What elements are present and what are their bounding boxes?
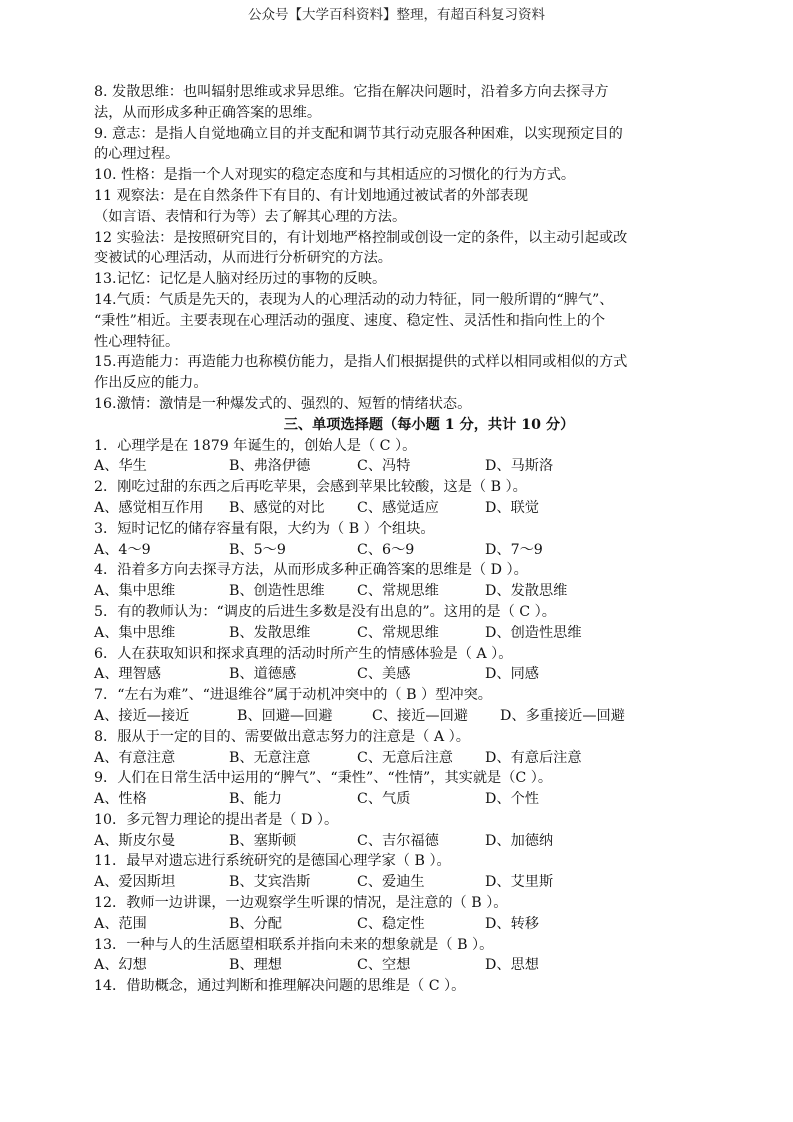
- definition-line: 性心理特征。: [94, 333, 180, 350]
- definition-line: 10. 性格：是指一个人对现实的稳定态度和与其相适应的习惯化的行为方式。: [94, 167, 576, 184]
- option-c: C、冯特: [357, 458, 411, 475]
- question-text: 1．心理学是在 1879 年诞生的，创始人是（ C ）。: [94, 437, 417, 454]
- option-a: A、斯皮尔曼: [94, 832, 176, 849]
- option-b: B、弗洛伊德: [229, 458, 311, 475]
- option-b: B、塞斯顿: [229, 832, 297, 849]
- question-text: 2．刚吃过甜的东西之后再吃苹果，会感到苹果比较酸，这是（ B ）。: [94, 479, 527, 496]
- option-a: A、范围: [94, 915, 147, 932]
- option-d: D、创造性思维: [485, 624, 582, 641]
- option-a: A、感觉相互作用: [94, 499, 204, 516]
- option-a: A、接近—接近: [94, 707, 190, 724]
- option-b: B、能力: [229, 791, 282, 808]
- question-text: 4．沿着多方向去探寻方法，从而形成多种正确答案的思维是（ D ）。: [94, 562, 528, 579]
- question-item: [94, 768, 714, 810]
- question-item: [94, 851, 714, 893]
- options-row: [94, 831, 714, 852]
- option-a: A、集中思维: [94, 624, 176, 641]
- option-d: D、联觉: [485, 499, 539, 516]
- definition-line: “秉性”相近。主要表现在心理活动的强度、速度、稳定性、灵活性和指向性上的个: [94, 312, 606, 329]
- definition-item: [94, 269, 714, 290]
- question-item: [94, 976, 714, 997]
- definitions-section: [94, 82, 714, 415]
- question-item: [94, 560, 714, 602]
- definition-line: 15.再造能力：再造能力也称模仿能力，是指人们根据提供的式样以相同或相似的方式: [94, 354, 628, 371]
- option-a: A、爱因斯坦: [94, 874, 176, 891]
- question-text: 13．一种与人的生活愿望相联系并指向未来的想象就是（ B ）。: [94, 936, 494, 953]
- question-item: [94, 810, 714, 852]
- option-a: A、有意注意: [94, 749, 176, 766]
- question-text: 8．服从于一定的目的、需要做出意志努力的注意是（ A ）。: [94, 728, 470, 745]
- option-b: B、创造性思维: [229, 583, 325, 600]
- option-c: C、爱迪生: [357, 874, 425, 891]
- option-a: A、4～9: [94, 541, 151, 558]
- options-row: [94, 748, 714, 769]
- question-item: [94, 477, 714, 519]
- option-c: C、接近—回避: [372, 707, 468, 724]
- question-text: 5．有的教师认为：“调皮的后进生多数是没有出息的”。这用的是（ C ）。: [94, 603, 556, 620]
- definition-line: 8. 发散思维：也叫辐射思维或求异思维。它指在解决问题时，沿着多方向去探寻方: [94, 84, 609, 100]
- section-title: 三、单项选择题（每小题 1 分，共计 10 分）: [283, 416, 575, 433]
- definition-line: 11 观察法：是在自然条件下有目的、有计划地通过被试者的外部表现: [94, 187, 529, 204]
- option-d: D、发散思维: [485, 583, 568, 600]
- option-d: D、多重接近—回避: [500, 707, 625, 724]
- option-d: D、加德纳: [485, 832, 554, 849]
- definition-line: 13.记忆：记忆是人脑对经历过的事物的反映。: [94, 271, 387, 288]
- options-row: [94, 540, 714, 561]
- question-text: 12．教师一边讲课，一边观察学生听课的情况，是注意的（ B ）。: [94, 895, 508, 912]
- definition-line: 作出反应的能力。: [94, 375, 208, 392]
- option-b: B、5～9: [229, 541, 286, 558]
- definition-line: 9. 意志：是指人自觉地确立目的并支配和调节其行动克服各种困难，以实现预定目的: [94, 125, 623, 142]
- option-a: A、集中思维: [94, 583, 176, 600]
- question-text: 10．多元智力理论的提出者是（ D ）。: [94, 811, 339, 828]
- option-d: D、同感: [485, 666, 539, 683]
- question-text: 6．人在获取知识和探求真理的活动时所产生的情感体验是（ A ）。: [94, 645, 513, 662]
- option-c: C、美感: [357, 666, 411, 683]
- option-d: D、思想: [485, 957, 539, 974]
- definition-line: （如言语、表情和行为等）去了解其心理的方法。: [94, 208, 407, 225]
- questions-section: [94, 436, 714, 998]
- definition-line: 16.激情：激情是一种爆发式的、强烈的、短暂的情绪状态。: [94, 395, 472, 412]
- option-c: C、吉尔福德: [357, 832, 439, 849]
- definition-item: [94, 228, 714, 270]
- options-row: [94, 914, 714, 935]
- question-item: [94, 727, 714, 769]
- option-b: B、回避—回避: [237, 707, 333, 724]
- option-c: C、常规思维: [357, 624, 439, 641]
- option-d: D、艾里斯: [485, 874, 554, 891]
- option-b: B、无意注意: [229, 749, 311, 766]
- definition-item: [94, 352, 714, 394]
- option-b: B、理想: [229, 957, 282, 974]
- options-row: [94, 789, 714, 810]
- question-item: [94, 893, 714, 935]
- option-c: C、稳定性: [357, 915, 425, 932]
- definition-item: [94, 165, 714, 186]
- options-row: [94, 664, 714, 685]
- option-b: B、分配: [229, 915, 282, 932]
- option-b: B、艾宾浩斯: [229, 874, 311, 891]
- option-c: C、6～9: [357, 541, 415, 558]
- question-item: [94, 519, 714, 561]
- definition-item: [94, 124, 714, 166]
- option-b: B、感觉的对比: [229, 499, 325, 516]
- options-row: [94, 706, 714, 727]
- question-item: [94, 436, 714, 478]
- options-row: [94, 456, 714, 477]
- options-row: [94, 872, 714, 893]
- question-text: 9．人们在日常生活中运用的“脾气”、“秉性”、“性情”，其实就是（C ）。: [94, 770, 553, 787]
- option-b: B、发散思维: [229, 624, 311, 641]
- question-text: 11．最早对遗忘进行系统研究的是德国心理学家（ B ）。: [94, 853, 451, 870]
- option-d: D、有意后注意: [485, 749, 582, 766]
- option-c: C、感觉适应: [357, 499, 439, 516]
- definition-item: [94, 186, 714, 228]
- question-item: [94, 685, 714, 727]
- definition-line: 变被试的心理活动，从而进行分析研究的方法。: [94, 250, 392, 267]
- definition-line: 法，从而形成多种正确答案的思维。: [94, 104, 322, 121]
- definition-line: 的心理过程。: [94, 146, 180, 163]
- option-a: A、性格: [94, 791, 147, 808]
- options-row: [94, 623, 714, 644]
- option-c: C、空想: [357, 957, 411, 974]
- option-c: C、常规思维: [357, 583, 439, 600]
- question-text: 7．“左右为难”、“进退维谷”属于动机冲突中的（ B ）型冲突。: [94, 687, 492, 704]
- options-row: [94, 955, 714, 976]
- option-a: A、理智感: [94, 666, 161, 683]
- question-text: 3．短时记忆的储存容量有限，大约为（ B ）个组块。: [94, 520, 435, 537]
- definition-item: [94, 82, 714, 124]
- option-d: D、马斯洛: [485, 458, 554, 475]
- page-header: 公众号【大学百科资料】整理，有超百科复习资料: [248, 7, 545, 23]
- option-a: A、华生: [94, 458, 147, 475]
- question-item: [94, 644, 714, 686]
- definition-line: 12 实验法：是按照研究目的，有计划地严格控制或创设一定的条件，以主动引起或改: [94, 229, 628, 246]
- question-text: 14．借助概念，通过判断和推理解决问题的思维是（ C ）。: [94, 978, 466, 995]
- definition-line: 14.气质：气质是先天的，表现为人的心理活动的动力特征，同一般所谓的“脾气”、: [94, 291, 614, 308]
- question-item: [94, 935, 714, 977]
- option-d: D、转移: [485, 915, 539, 932]
- definition-item: [94, 394, 714, 415]
- option-d: D、7～9: [485, 541, 543, 558]
- option-d: D、个性: [485, 791, 539, 808]
- options-row: [94, 581, 714, 602]
- option-c: C、气质: [357, 791, 411, 808]
- question-item: [94, 602, 714, 644]
- option-a: A、幻想: [94, 957, 147, 974]
- option-b: B、道德感: [229, 666, 297, 683]
- document-body: [94, 82, 714, 997]
- option-c: C、无意后注意: [357, 749, 453, 766]
- definition-item: [94, 290, 714, 352]
- options-row: [94, 498, 714, 519]
